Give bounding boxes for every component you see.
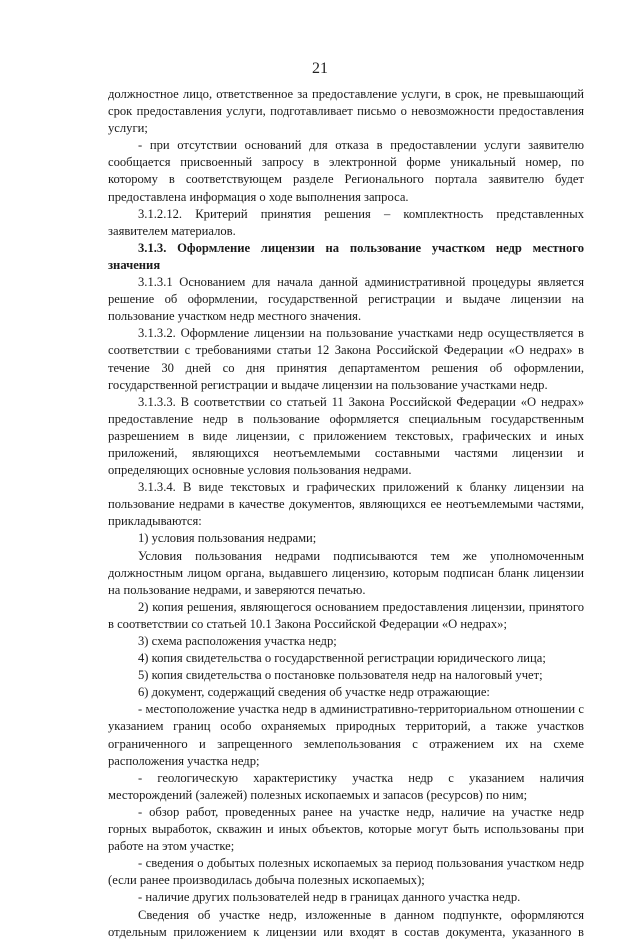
paragraph: 3.1.3.3. В соответствии со статьей 11 Закона Российской Федерации «О недрах» предоставление недр в пользование оформляется специальным государственным разрешением в виде лицензии, с приложением текстовых, графических и иных приложений, являющихся неотъемлемыми составными частями лицензии и определяющих основные условия пользования недрами. <box>108 394 584 478</box>
bullet-item: - обзор работ, проведенных ранее на участке недр, наличие на участке недр горных выработок, скважин и иных объектов, которые могут быть использованы при работе на этом участке; <box>108 804 584 854</box>
paragraph: 3.1.3.4. В виде текстовых и графических приложений к бланку лицензии на пользование недрами в качестве документов, являющихся ее неотъемлемыми частями, прикладываются: <box>108 480 584 529</box>
list-item: 4) копия свидетельства о государственной регистрации юридического лица; <box>138 651 546 666</box>
paragraph: 3.1.3.1 Основанием для начала данной административной процедуры является решение об оформлении, государственной регистрации и выдаче лицензии на пользование участком недр местного значения. <box>108 275 584 324</box>
list-item: 5) копия свидетельства о постановке пользователя недр на налоговый учет; <box>138 668 543 683</box>
paragraph: 3.1.3.2. Оформление лицензии на пользование участками недр осуществляется в соответствии с требованиями статьи 12 Закона Российской Федерации «О недрах» в течение 30 дней со дня принятия департаментом решения об оформлении, государственной регистрации и выдаче лицензии на пользование участками недр. <box>108 326 584 392</box>
paragraph: Сведения об участке недр, изложенные в данном подпункте, оформляются отдельным приложением к лицензии или входят в состав документа, указанного в <box>108 907 584 939</box>
paragraph: должностное лицо, ответственное за предоставление услуги, в срок, не превышающий срок предоставления услуги, подготавливает письмо о невозможности предоставления услуги; <box>108 87 584 136</box>
list-item: 1) условия пользования недрами; <box>138 531 317 546</box>
page-number: 21 <box>312 60 328 77</box>
bullet-item: - наличие других пользователей недр в границах данного участка недр. <box>138 890 521 905</box>
section-heading: 3.1.3. Оформление лицензии на пользование участком недр местного значения <box>108 240 584 272</box>
paragraph: 3.1.2.12. Критерий принятия решения – комплектность представленных заявителем материалов. <box>108 206 584 238</box>
list-item: 2) копия решения, являющегося основанием предоставления лицензии, принятого в соответствии со статьей 10.1 Закона Российской Федерации «О недрах»; <box>108 599 584 631</box>
list-item: 6) документ, содержащий сведения об участке недр отражающие: <box>138 685 490 700</box>
paragraph: Условия пользования недрами подписываются тем же уполномоченным должностным лицом органа, выдавшего лицензию, которым подписан бланк лицензии на пользование недрами, и заверяются печатью. <box>108 548 584 597</box>
bullet-item: - сведения о добытых полезных ископаемых за период пользования участком недр (если ранее производилась добыча полезных ископаемых); <box>108 856 584 888</box>
bullet-item: - местоположение участка недр в административно-территориальном отношении с указанием границ особо охраняемых природных территорий, а также участков ограниченного и запрещенного землепользования с отражением их на схеме расположения участка недр; <box>108 702 584 768</box>
list-item: 3) схема расположения участка недр; <box>138 634 337 648</box>
bullet-item: - геологическую характеристику участка недр с указанием наличия месторождений (залежей) полезных ископаемых и запасов (ресурсов) по ним; <box>108 770 584 802</box>
paragraph: - при отсутствии оснований для отказа в предоставлении услуги заявителю сообщается присвоенный запросу в электронной форме уникальный номер, по которому в соответствующем разделе Регионального портала заявителю будет предоставлена информация о ходе выполнения запроса. <box>108 138 584 204</box>
document-body <box>108 86 584 941</box>
